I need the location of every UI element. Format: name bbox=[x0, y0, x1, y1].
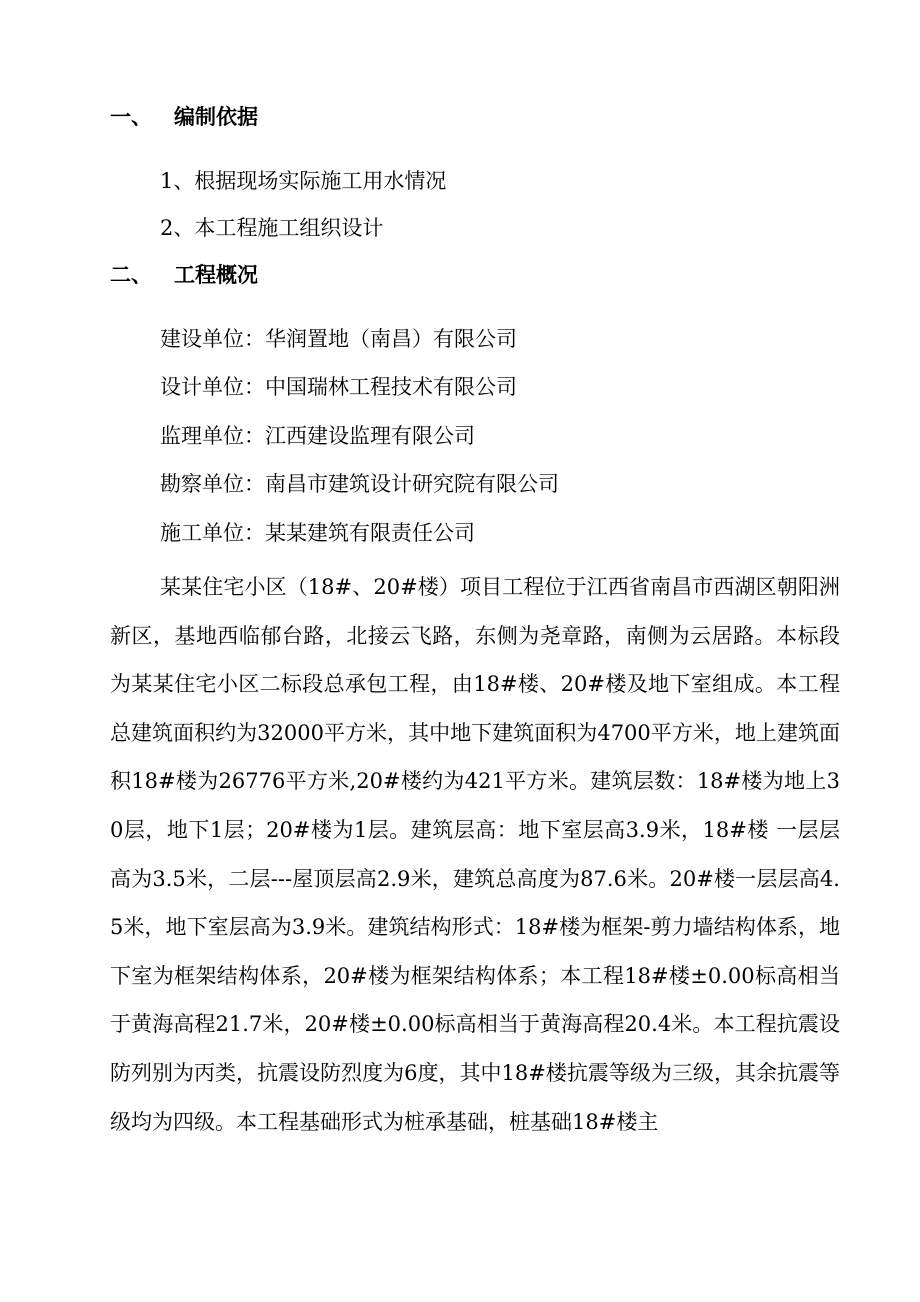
section-heading-overview bbox=[110, 260, 258, 290]
section-heading-basis bbox=[110, 102, 258, 132]
basis-item: 1、根据现场实际施工用水情况 bbox=[160, 169, 447, 193]
unit-line-design: 设计单位：中国瑞林工程技术有限公司 bbox=[160, 375, 517, 399]
unit-line-construction: 建设单位：华润置地（南昌）有限公司 bbox=[160, 327, 517, 351]
unit-line-supervision: 监理单位：江西建设监理有限公司 bbox=[160, 424, 475, 448]
project-overview-paragraph: 某某住宅小区（18#、20#楼）项目工程位于江西省南昌市西湖区朝阳洲新区，基地西临郁台路，北接云飞路，东侧为尧章路，南侧为云居路。本标段为某某住宅小区二标段总承包工程，由18#楼、20#楼及地下室组成。本工程总建筑面积约为32000平方米，其中地下建筑面积为4700平方米，地上建筑面积18#楼为26776平方米,20#楼约为421平方米。建筑层数：18#楼为地上30层，地下1层；20#楼为1层。建筑层高：地下室层高3.9米，18#楼 一层层高为3.5米，二层---屋顶层高2.9米，建筑总高度为87.6米。20#楼一层层高4.5米，地下室层高为3.9米。建筑结构形式：18#楼为框架-剪力墙结构体系，地下室为框架结构体系，20#楼为框架结构体系；本工程18#楼±0.00标高相当于黄海高程21.7米，20#楼±0.00标高相当于黄海高程20.4米。本工程抗震设防列别为丙类，抗震设防烈度为6度，其中18#楼抗震等级为三级，其余抗震等级均为四级。本工程基础形式为桩承基础，桩基础18#楼主 bbox=[110, 575, 840, 1134]
section-title: 工程概况 bbox=[174, 263, 258, 287]
section-number: 一、 bbox=[110, 105, 152, 129]
unit-line-survey: 勘察单位：南昌市建筑设计研究院有限公司 bbox=[160, 472, 559, 496]
section-title: 编制依据 bbox=[174, 105, 258, 129]
unit-line-contractor: 施工单位：某某建筑有限责任公司 bbox=[160, 521, 475, 545]
section-number: 二、 bbox=[110, 263, 152, 287]
basis-item: 2、本工程施工组织设计 bbox=[160, 216, 384, 240]
